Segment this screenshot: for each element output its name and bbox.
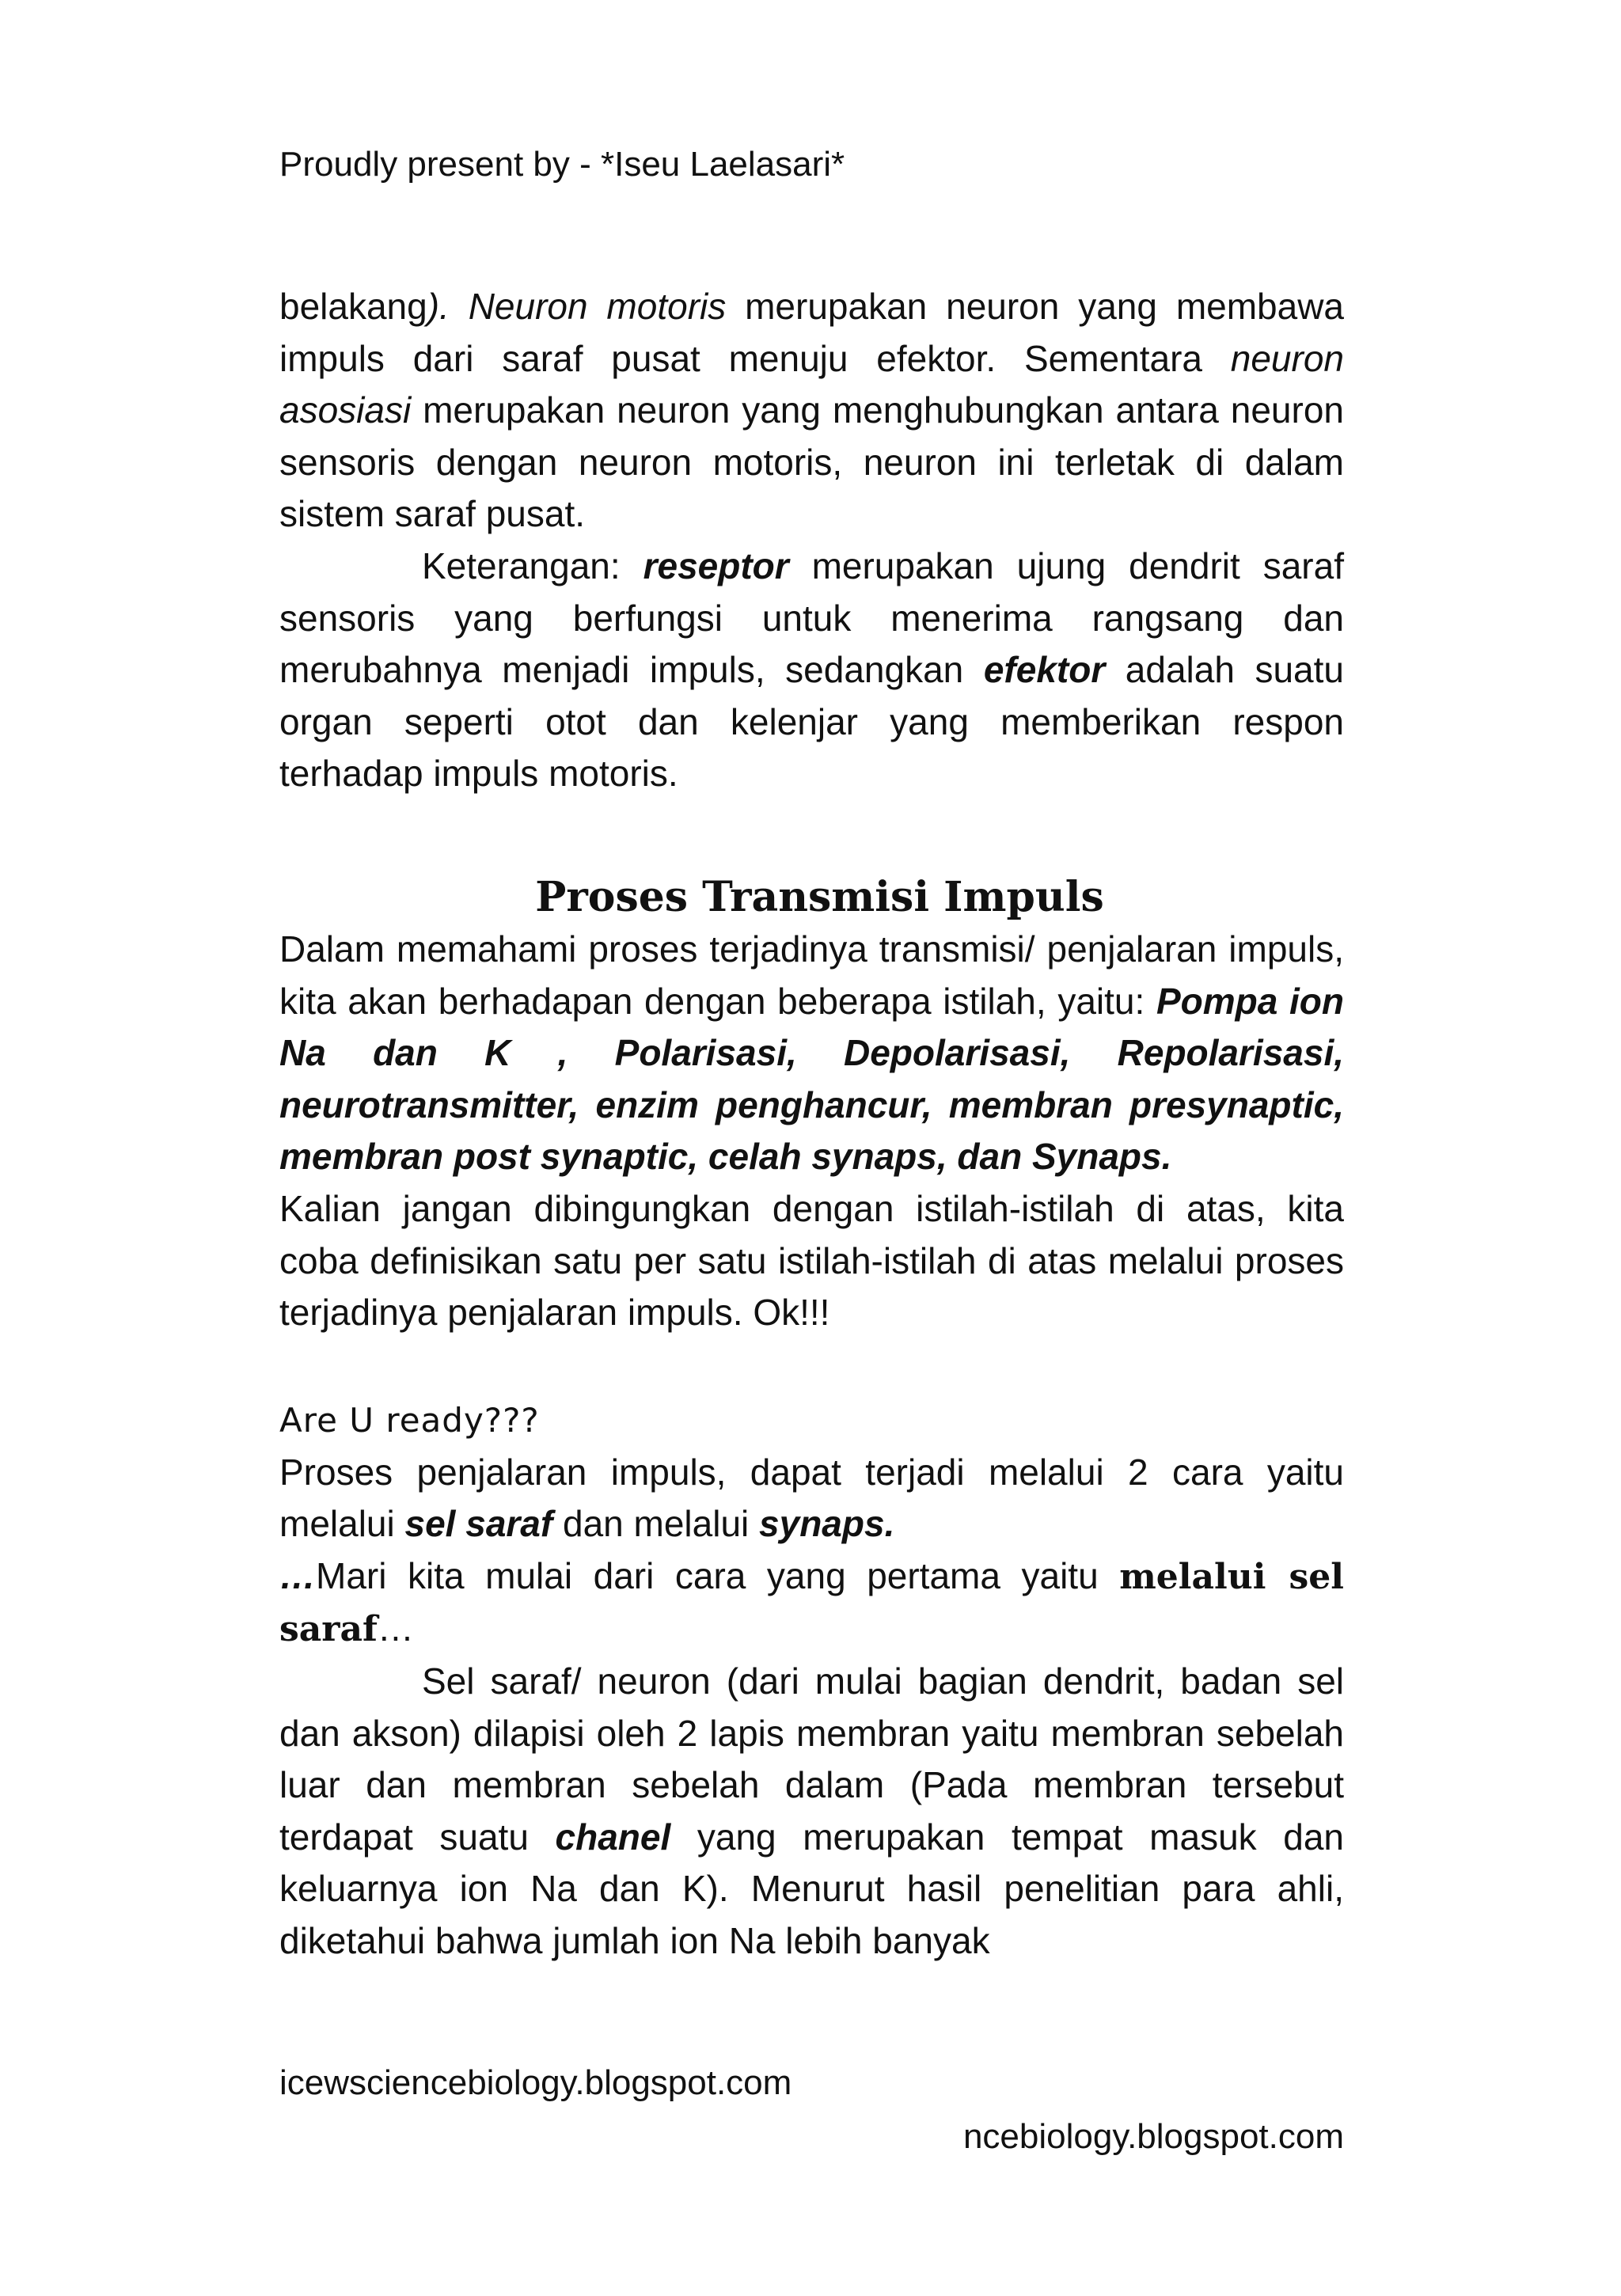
text-span: merupakan neuron yang membawa impuls dari saraf pusat menuju efektor. Sementara — [279, 286, 1345, 379]
footer-url-left: icewsciencebiology.blogspot.com — [279, 2063, 792, 2102]
paragraph-definisi: Kalian jangan dibingungkan dengan istilah-istilah di atas, kita coba definisikan satu per satu istilah-istilah di atas melalui proses terjadinya penjalaran impuls. Ok!!! — [279, 1187, 1344, 1334]
text-span: Dalam memahami proses terjadinya transmisi/ penjalaran impuls, kita akan berhadapan dengan beberapa istilah, yaitu: — [279, 928, 1344, 1022]
term-neuron-motoris: Neuron motoris — [468, 286, 727, 327]
ready-prompt: Are U ready??? — [279, 1400, 540, 1440]
text-span: merupakan ujung dendrit saraf sensoris yang berfungsi untuk menerima rangsang dan merubahnya menjadi impuls, sedangkan — [279, 545, 1344, 691]
terms-list: Pompa ion Na dan K , Polarisasi, Depolarisasi, Repolarisasi, neurotransmitter, enzim penghancur, membran presynaptic, membran post synaptic, celah synaps, dan Synaps. — [279, 980, 1344, 1178]
document-body — [279, 281, 1344, 1968]
ellipsis: … — [279, 1554, 316, 1596]
text-span: ). — [427, 286, 450, 327]
text-span: yang merupakan tempat masuk dan keluarnya ion Na dan K). Menurut hasil penelitian para ahli, diketahui bahwa jumlah ion Na lebih banyak — [279, 1816, 1344, 1962]
section-title: Proses Transmisi Impuls — [535, 872, 1104, 921]
paragraph-membran — [279, 1656, 1344, 1968]
text-span — [450, 286, 469, 327]
text-span: merupakan neuron yang menghubungkan antara neuron sensoris dengan neuron motoris, neuron ini terletak di dalam sistem saraf pusat. — [279, 389, 1344, 535]
paragraph-neuron-types — [279, 281, 1344, 541]
paragraph-keterangan — [279, 541, 1344, 800]
term-sel-saraf: sel saraf — [404, 1503, 553, 1545]
text-span: Mari kita mulai dari cara yang pertama yaitu — [316, 1554, 1120, 1596]
term-reseptor: reseptor — [643, 545, 789, 586]
spacer — [279, 800, 1344, 871]
term-efektor: efektor — [983, 649, 1106, 691]
ellipsis: … — [377, 1607, 414, 1649]
paragraph-istilah — [279, 924, 1344, 1183]
footer-url-right: ncebiology.blogspot.com — [962, 2117, 1344, 2156]
text-span: adalah suatu organ seperti otot dan kelenjar yang memberikan respon terhadap impuls motoris. — [279, 649, 1344, 795]
text-span: Proses penjalaran impuls, dapat terjadi melalui 2 cara yaitu melalui — [279, 1451, 1344, 1545]
text-span: Sel saraf/ neuron (dari mulai bagian dendrit, badan sel dan akson) dilapisi oleh 2 lapis membran yaitu membran sebelah luar dan membran sebelah dalam (Pada membran tersebut terdapat suatu — [279, 1660, 1344, 1858]
paragraph-mulai — [279, 1550, 1344, 1656]
term-neuron-asosiasi: neuron asosiasi — [279, 337, 1344, 431]
page-header: Proudly present by - *Iseu Laelasari* — [279, 145, 845, 184]
term-chanel: chanel — [555, 1816, 671, 1858]
text-span: Keterangan: — [422, 545, 643, 586]
text-span: belakang — [279, 286, 427, 327]
term-synaps: synaps. — [759, 1503, 895, 1545]
term-melalui-sel-saraf: melalui sel saraf — [279, 1556, 1345, 1650]
text-span: dan melalui — [552, 1503, 760, 1545]
spacer — [279, 1339, 1344, 1395]
paragraph-cara-penjalaran — [279, 1447, 1344, 1550]
